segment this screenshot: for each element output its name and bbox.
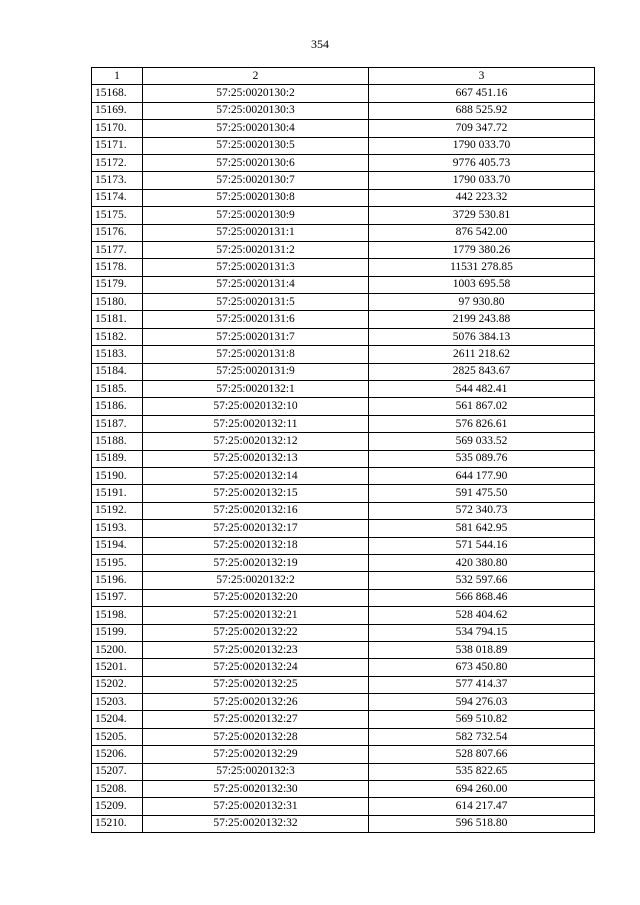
table-row: [92, 659, 595, 676]
row-number-cell: 15195.: [92, 554, 143, 571]
cadastral-number-cell: 57:25:0020132:28: [143, 728, 369, 745]
value-cell: 591 475.50: [369, 485, 595, 502]
row-number-cell: 15198.: [92, 607, 143, 624]
table-header: [92, 68, 595, 85]
row-number-cell: 15186.: [92, 398, 143, 415]
cadastral-number-cell: 57:25:0020130:8: [143, 189, 369, 206]
row-number-cell: 15170.: [92, 120, 143, 137]
cadastral-number-cell: 57:25:0020132:23: [143, 641, 369, 658]
value-cell: 535 089.76: [369, 450, 595, 467]
cadastral-number-cell: 57:25:0020131:4: [143, 276, 369, 293]
value-cell: 2199 243.88: [369, 311, 595, 328]
row-number-cell: 15179.: [92, 276, 143, 293]
cadastral-number-cell: 57:25:0020131:2: [143, 241, 369, 258]
cadastral-number-cell: 57:25:0020132:24: [143, 659, 369, 676]
table-row: [92, 815, 595, 832]
row-number-cell: 15184.: [92, 363, 143, 380]
table-row: [92, 450, 595, 467]
row-number-cell: 15206.: [92, 746, 143, 763]
value-cell: 2825 843.67: [369, 363, 595, 380]
table-row: [92, 398, 595, 415]
cadastral-number-cell: 57:25:0020132:22: [143, 624, 369, 641]
cadastral-number-cell: 57:25:0020130:7: [143, 172, 369, 189]
table-row: [92, 485, 595, 502]
value-cell: 694 260.00: [369, 781, 595, 798]
table-row: [92, 311, 595, 328]
value-cell: 571 544.16: [369, 537, 595, 554]
table-row: [92, 502, 595, 519]
row-number-cell: 15176.: [92, 224, 143, 241]
value-cell: 528 807.66: [369, 746, 595, 763]
value-cell: 614 217.47: [369, 798, 595, 815]
row-number-cell: 15173.: [92, 172, 143, 189]
value-cell: 688 525.92: [369, 102, 595, 119]
row-number-cell: 15185.: [92, 381, 143, 398]
table-row: [92, 520, 595, 537]
cadastral-number-cell: 57:25:0020131:7: [143, 328, 369, 345]
value-cell: 1779 380.26: [369, 241, 595, 258]
value-cell: 572 340.73: [369, 502, 595, 519]
row-number-cell: 15187.: [92, 415, 143, 432]
table-row: [92, 328, 595, 345]
cadastral-number-cell: 57:25:0020132:30: [143, 781, 369, 798]
table-row: [92, 711, 595, 728]
row-number-cell: 15204.: [92, 711, 143, 728]
cadastral-number-cell: 57:25:0020131:3: [143, 259, 369, 276]
cadastral-number-cell: 57:25:0020132:10: [143, 398, 369, 415]
value-cell: 9776 405.73: [369, 154, 595, 171]
table-row: [92, 276, 595, 293]
value-cell: 2611 218.62: [369, 346, 595, 363]
value-cell: 581 642.95: [369, 520, 595, 537]
table-body: [92, 85, 595, 833]
value-cell: 576 826.61: [369, 415, 595, 432]
table-row: [92, 676, 595, 693]
value-cell: 594 276.03: [369, 694, 595, 711]
cadastral-number-cell: 57:25:0020132:19: [143, 554, 369, 571]
value-cell: 596 518.80: [369, 815, 595, 832]
row-number-cell: 15203.: [92, 694, 143, 711]
value-cell: 420 380.80: [369, 554, 595, 571]
value-cell: 569 033.52: [369, 433, 595, 450]
value-cell: 1790 033.70: [369, 172, 595, 189]
table-row: [92, 781, 595, 798]
row-number-cell: 15180.: [92, 294, 143, 311]
value-cell: 442 223.32: [369, 189, 595, 206]
row-number-cell: 15169.: [92, 102, 143, 119]
table-row: [92, 172, 595, 189]
table-row: [92, 102, 595, 119]
row-number-cell: 15191.: [92, 485, 143, 502]
cadastral-number-cell: 57:25:0020132:15: [143, 485, 369, 502]
table-row: [92, 259, 595, 276]
page-number: 354: [311, 37, 329, 51]
value-cell: 538 018.89: [369, 641, 595, 658]
table-row: [92, 554, 595, 571]
row-number-cell: 15181.: [92, 311, 143, 328]
row-number-cell: 15183.: [92, 346, 143, 363]
row-number-cell: 15171.: [92, 137, 143, 154]
cadastral-number-cell: 57:25:0020132:13: [143, 450, 369, 467]
cadastral-number-cell: 57:25:0020130:4: [143, 120, 369, 137]
value-cell: 644 177.90: [369, 467, 595, 484]
table-row: [92, 467, 595, 484]
value-cell: 97 930.80: [369, 294, 595, 311]
row-number-cell: 15199.: [92, 624, 143, 641]
row-number-cell: 15189.: [92, 450, 143, 467]
cadastral-number-cell: 57:25:0020132:18: [143, 537, 369, 554]
value-cell: 534 794.15: [369, 624, 595, 641]
value-cell: 5076 384.13: [369, 328, 595, 345]
row-number-cell: 15188.: [92, 433, 143, 450]
value-cell: 876 542.00: [369, 224, 595, 241]
row-number-cell: 15182.: [92, 328, 143, 345]
row-number-cell: 15201.: [92, 659, 143, 676]
row-number-cell: 15177.: [92, 241, 143, 258]
cadastral-number-cell: 57:25:0020132:32: [143, 815, 369, 832]
row-number-cell: 15192.: [92, 502, 143, 519]
cadastral-number-cell: 57:25:0020132:21: [143, 607, 369, 624]
cadastral-number-cell: 57:25:0020130:2: [143, 85, 369, 102]
table-row: [92, 624, 595, 641]
cadastral-number-cell: 57:25:0020132:12: [143, 433, 369, 450]
cadastral-number-cell: 57:25:0020132:29: [143, 746, 369, 763]
cadastral-number-cell: 57:25:0020132:17: [143, 520, 369, 537]
table-row: [92, 694, 595, 711]
table-row: [92, 381, 595, 398]
table-row: [92, 746, 595, 763]
cadastral-number-cell: 57:25:0020131:1: [143, 224, 369, 241]
cadastral-number-cell: 57:25:0020132:25: [143, 676, 369, 693]
row-number-cell: 15174.: [92, 189, 143, 206]
cadastral-number-cell: 57:25:0020130:3: [143, 102, 369, 119]
cadastral-number-cell: 57:25:0020131:5: [143, 294, 369, 311]
value-cell: 667 451.16: [369, 85, 595, 102]
table-row: [92, 433, 595, 450]
value-cell: 1790 033.70: [369, 137, 595, 154]
table-row: [92, 572, 595, 589]
table-row: [92, 363, 595, 380]
cadastral-number-cell: 57:25:0020132:2: [143, 572, 369, 589]
table-row: [92, 137, 595, 154]
row-number-cell: 15209.: [92, 798, 143, 815]
value-cell: 709 347.72: [369, 120, 595, 137]
table-row: [92, 763, 595, 780]
row-number-cell: 15178.: [92, 259, 143, 276]
row-number-cell: 15208.: [92, 781, 143, 798]
column-header-3: 3: [369, 68, 595, 85]
data-table: [91, 67, 595, 833]
cadastral-number-cell: 57:25:0020132:1: [143, 381, 369, 398]
value-cell: 673 450.80: [369, 659, 595, 676]
cadastral-number-cell: 57:25:0020132:14: [143, 467, 369, 484]
value-cell: 566 868.46: [369, 589, 595, 606]
value-cell: 577 414.37: [369, 676, 595, 693]
table-row: [92, 154, 595, 171]
row-number-cell: 15196.: [92, 572, 143, 589]
value-cell: 3729 530.81: [369, 207, 595, 224]
cadastral-number-cell: 57:25:0020131:6: [143, 311, 369, 328]
cadastral-number-cell: 57:25:0020132:11: [143, 415, 369, 432]
row-number-cell: 15210.: [92, 815, 143, 832]
cadastral-number-cell: 57:25:0020131:8: [143, 346, 369, 363]
value-cell: 569 510.82: [369, 711, 595, 728]
row-number-cell: 15205.: [92, 728, 143, 745]
value-cell: 528 404.62: [369, 607, 595, 624]
table-row: [92, 728, 595, 745]
table-row: [92, 415, 595, 432]
table-row: [92, 189, 595, 206]
cadastral-number-cell: 57:25:0020132:31: [143, 798, 369, 815]
value-cell: 582 732.54: [369, 728, 595, 745]
table-row: [92, 120, 595, 137]
value-cell: 544 482.41: [369, 381, 595, 398]
table-row: [92, 85, 595, 102]
cadastral-number-cell: 57:25:0020130:6: [143, 154, 369, 171]
table-row: [92, 207, 595, 224]
value-cell: 11531 278.85: [369, 259, 595, 276]
row-number-cell: 15175.: [92, 207, 143, 224]
header-row: [92, 68, 595, 85]
cadastral-number-cell: 57:25:0020132:16: [143, 502, 369, 519]
table-row: [92, 798, 595, 815]
cadastral-number-cell: 57:25:0020132:26: [143, 694, 369, 711]
table-row: [92, 294, 595, 311]
cadastral-number-cell: 57:25:0020132:20: [143, 589, 369, 606]
row-number-cell: 15197.: [92, 589, 143, 606]
column-header-1: 1: [92, 68, 143, 85]
value-cell: 532 597.66: [369, 572, 595, 589]
row-number-cell: 15193.: [92, 520, 143, 537]
table-row: [92, 241, 595, 258]
value-cell: 561 867.02: [369, 398, 595, 415]
table-row: [92, 346, 595, 363]
row-number-cell: 15202.: [92, 676, 143, 693]
value-cell: 1003 695.58: [369, 276, 595, 293]
table-row: [92, 224, 595, 241]
table-row: [92, 607, 595, 624]
value-cell: 535 822.65: [369, 763, 595, 780]
cadastral-number-cell: 57:25:0020132:3: [143, 763, 369, 780]
table-row: [92, 641, 595, 658]
row-number-cell: 15194.: [92, 537, 143, 554]
row-number-cell: 15200.: [92, 641, 143, 658]
cadastral-number-cell: 57:25:0020132:27: [143, 711, 369, 728]
column-header-2: 2: [143, 68, 369, 85]
table-row: [92, 589, 595, 606]
cadastral-number-cell: 57:25:0020131:9: [143, 363, 369, 380]
table-row: [92, 537, 595, 554]
row-number-cell: 15190.: [92, 467, 143, 484]
row-number-cell: 15207.: [92, 763, 143, 780]
cadastral-number-cell: 57:25:0020130:5: [143, 137, 369, 154]
row-number-cell: 15168.: [92, 85, 143, 102]
row-number-cell: 15172.: [92, 154, 143, 171]
cadastral-number-cell: 57:25:0020130:9: [143, 207, 369, 224]
